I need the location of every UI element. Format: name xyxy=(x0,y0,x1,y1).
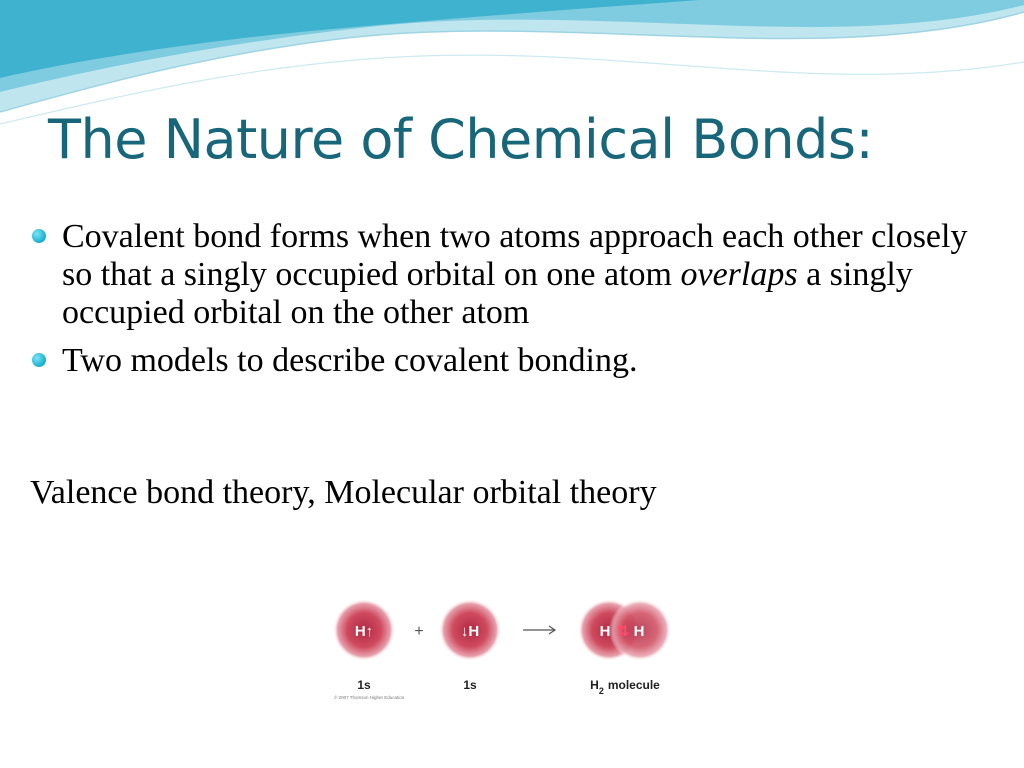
plus-sign: + xyxy=(414,623,424,640)
bullet-dot-icon xyxy=(32,229,46,243)
atom-2-caption: 1s xyxy=(463,678,477,692)
molecule-caption-name: molecule xyxy=(607,678,660,692)
svg-text:H↑ xyxy=(355,623,373,640)
bullet-two-models xyxy=(30,342,990,380)
atom-1-caption: 1s xyxy=(357,678,371,692)
bullet-list xyxy=(30,218,990,390)
emphasis-overlaps: overlaps xyxy=(680,256,798,293)
bullet-text-end: a singly occupied orbital on the other atom xyxy=(62,256,913,331)
svg-text:H2molecule: $H_2$ molecule xyxy=(590,678,660,696)
molecule-right-label: H xyxy=(633,623,645,640)
bullet-dot-icon xyxy=(32,353,46,367)
bullet-text: Two models to describe covalent bonding. xyxy=(62,342,638,379)
molecule-left-label: H xyxy=(599,623,611,640)
atom-2-spin: ↓ xyxy=(460,623,469,640)
bullet-covalent-bond xyxy=(30,218,990,332)
svg-text:↓H xyxy=(461,623,479,640)
molecule-caption-h: H xyxy=(590,678,599,692)
atom-1-spin: ↑ xyxy=(365,623,374,640)
atom-2-label: H xyxy=(468,623,480,640)
reaction-arrow-icon xyxy=(523,626,555,634)
theories-text: Valence bond theory, Molecular orbital theory xyxy=(30,474,657,511)
orbital-diagram xyxy=(333,594,675,702)
slide-title: The Nature of Chemical Bonds: xyxy=(48,108,874,171)
bullet-text-start: Covalent bond forms when two atoms approach each other closely so that a singly occupied orbital on one atom xyxy=(62,218,968,293)
molecule-spins: ⇅ xyxy=(616,622,630,640)
copyright-note: © 2007 Thomson Higher Education xyxy=(334,695,405,700)
atom-1-label: H xyxy=(354,623,366,640)
h2-orbital-overlap-figure xyxy=(333,594,675,702)
